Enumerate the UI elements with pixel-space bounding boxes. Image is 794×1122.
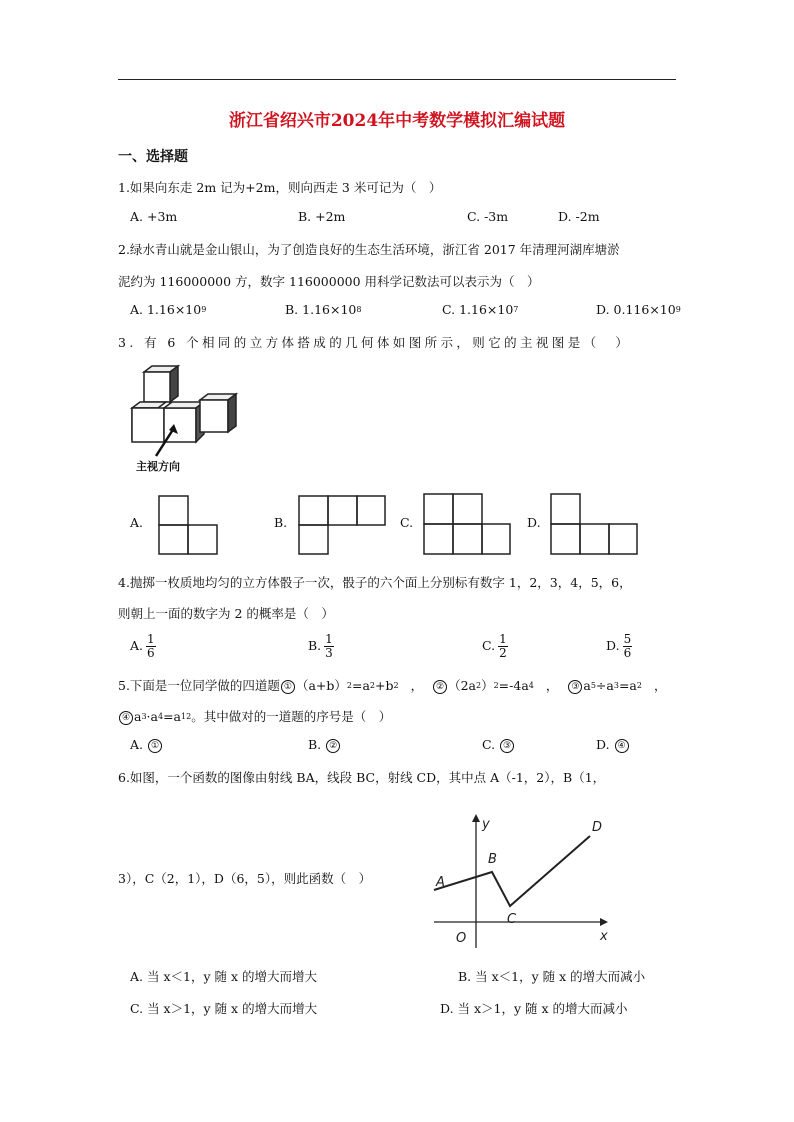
point-d-label: D — [592, 820, 603, 835]
q2-option-b: B. $1.16\times 10^8$ — [285, 302, 362, 317]
q1-option-c: C. -3m — [467, 209, 509, 224]
q4-stem-line2: 则朝上一面的数字为 2 的概率是（ ） — [118, 606, 334, 621]
cube — [200, 394, 236, 432]
q3-option-c-figure — [422, 492, 512, 556]
q3-option-a-label: A. — [130, 515, 144, 530]
q3-option-c-label: C. — [400, 515, 414, 530]
q3-option-b-figure — [297, 494, 387, 556]
q1-option-a: A. +3m — [130, 209, 178, 224]
q5-option-c: C. ③ — [482, 737, 515, 753]
y-axis-label: y — [482, 817, 490, 832]
q2-stem-line2: 泥约为 116000000 方，数字 116000000 用科学记数法可以表示为（ ） — [118, 274, 540, 289]
q6-option-d: D. 当 x＞1，y 随 x 的增大而减小 — [440, 1001, 628, 1016]
q5-option-a: A. ① — [130, 737, 163, 753]
q3-solid-figure — [128, 364, 248, 476]
q4-option-c: C. $\frac{1}{2}$ — [482, 632, 507, 660]
q2-option-c: C. $1.16\times 10^7$ — [442, 302, 519, 317]
q6-stem-line1: 6.如图，一个函数的图像由射线 BA，线段 BC，射线 CD，其中点 A（-1，2），B（1， — [118, 770, 606, 785]
cube — [144, 366, 178, 402]
point-a-label: A — [436, 875, 445, 890]
q6-function-graph — [430, 810, 612, 952]
q3-option-d-figure — [549, 492, 639, 556]
x-axis-arrow — [600, 918, 608, 926]
section-heading: 一、选择题 — [118, 149, 188, 165]
q1-stem: 1.如果向东走 2m 记为+2m，则向西走 3 米可记为（ ） — [118, 180, 442, 195]
y-axis-arrow — [472, 814, 480, 822]
q4-stem-line1: 4.抛掷一枚质地均匀的立方体骰子一次，骰子的六个面上分别标有数字 1，2，3，4，5，6， — [118, 575, 632, 590]
q6-option-a: A. 当 x＜1，y 随 x 的增大而增大 — [130, 969, 317, 984]
q1-option-d: D. -2m — [558, 209, 600, 224]
q3-option-b-label: B. — [274, 515, 288, 530]
page-title: 浙江省绍兴市2024年中考数学模拟汇编试题 — [228, 111, 566, 131]
origin-label: O — [456, 931, 467, 946]
x-axis-label: x — [600, 929, 608, 944]
q3-option-a-figure — [157, 494, 219, 556]
q6-option-b: B. 当 x＜1，y 随 x 的增大而减小 — [458, 969, 646, 984]
q2-option-d: D. $0.116\times 10^9$ — [596, 302, 681, 317]
point-c-label: C — [507, 912, 517, 927]
q3-option-d-label: D. — [527, 515, 541, 530]
q4-option-b: B. $\frac{1}{3}$ — [308, 632, 333, 660]
point-b-label: B — [488, 852, 497, 867]
q2-stem-line1: 2.绿水青山就是金山银山，为了创造良好的生态生活环境，浙江省 2017 年清理河湖库塘淤 — [118, 242, 620, 257]
q1-option-b: B. +2m — [298, 209, 346, 224]
q2-option-a: A. $1.16\times 10^9$ — [130, 302, 207, 317]
q5-stem-line1: 5.下面是一位同学做的四道题 ① $(a+b)^2=a^2+b^2$ ， ② $(2a^2)^2=-4a^4$ ， ③ $a^5\div a^3=a^2$ ， — [118, 678, 667, 693]
q4-option-a: A. $\frac{1}{6}$ — [130, 632, 155, 660]
view-direction-label: 主视方向 — [136, 460, 180, 473]
header-rule — [118, 79, 676, 80]
q5-stem-line2: ④ $a^3\cdot a^4=a^{12}$。其中做对的一道题的序号是（ ） — [118, 707, 391, 725]
function-graph-line — [434, 836, 590, 906]
q5-option-b: B. ② — [308, 737, 341, 753]
q5-option-d: D. ④ — [596, 737, 630, 753]
q3-stem: 3. 有 6 个相同的立方体搭成的几何体如图所示，则它的主视图是（ ） — [118, 335, 632, 350]
q6-option-c: C. 当 x＞1，y 随 x 的增大而增大 — [130, 1001, 318, 1016]
q6-stem-line2: 3），C（2，1），D（6，5），则此函数（ ） — [118, 871, 372, 886]
q4-option-d: D. $\frac{5}{6}$ — [606, 632, 632, 660]
